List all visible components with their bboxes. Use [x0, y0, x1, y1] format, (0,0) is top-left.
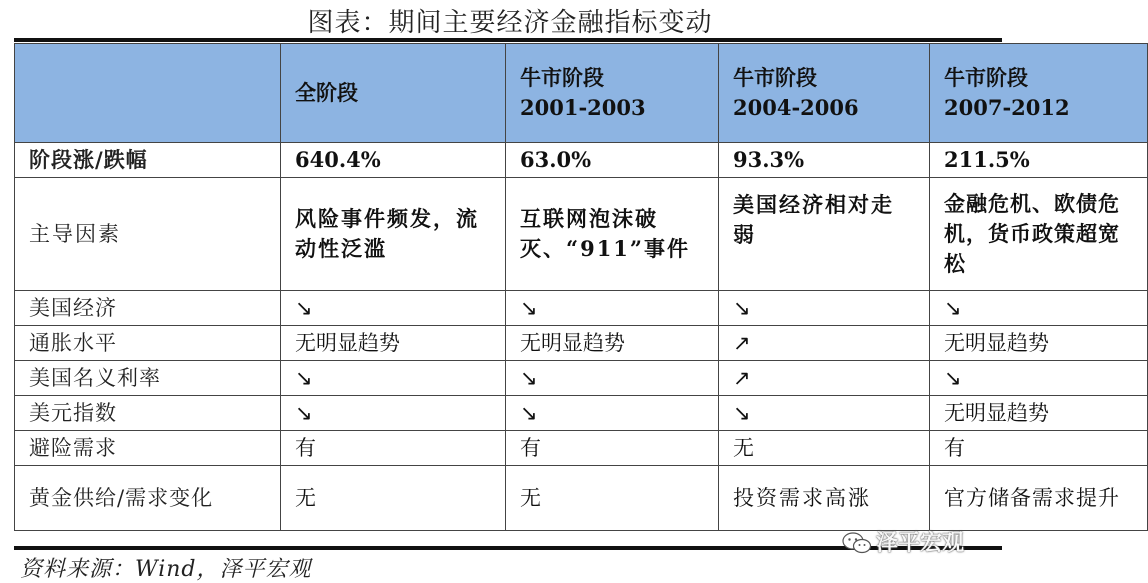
- table-cell: 无: [506, 466, 719, 531]
- table-cell: 640.4%: [281, 143, 506, 178]
- top-rule: [14, 38, 1002, 42]
- table-cell: 211.5%: [930, 143, 1148, 178]
- watermark-text: 泽平宏观: [876, 531, 965, 556]
- table-row: [15, 178, 1148, 291]
- trend-arrow: ↘: [281, 396, 506, 431]
- row-label: 阶段涨/跌幅: [15, 143, 281, 178]
- table-row: [15, 361, 1148, 396]
- row-label: 主导因素: [15, 178, 281, 291]
- indicator-table: [14, 43, 1148, 531]
- table-cell: 有: [506, 431, 719, 466]
- trend-arrow: ↗: [719, 361, 930, 396]
- row-label: 美国经济: [15, 291, 281, 326]
- trend-arrow: ↘: [719, 396, 930, 431]
- table-cell: 无明显趋势: [281, 326, 506, 361]
- trend-arrow: ↘: [719, 291, 930, 326]
- table-cell: 有: [281, 431, 506, 466]
- trend-arrow: ↘: [930, 361, 1148, 396]
- trend-arrow: ↗: [719, 326, 930, 361]
- header-col-2007-years: 2007-2012: [944, 95, 1070, 120]
- table-cell: 金融危机、欧债危机，货币政策超宽松: [930, 178, 1148, 291]
- trend-arrow: ↘: [506, 291, 719, 326]
- table-row: [15, 326, 1148, 361]
- trend-arrow: ↘: [281, 291, 506, 326]
- table-cell: 无明显趋势: [506, 326, 719, 361]
- wechat-watermark: [842, 526, 964, 557]
- header-col-2007-label: 牛市阶段: [944, 65, 1028, 90]
- table-cell: 美国经济相对走弱: [719, 178, 930, 291]
- table-cell: 风险事件频发，流动性泛滥: [281, 178, 506, 291]
- wechat-icon: [842, 532, 872, 554]
- header-col-2004-label: 牛市阶段: [733, 65, 817, 90]
- header-col-2007: [930, 44, 1148, 143]
- trend-arrow: ↘: [506, 396, 719, 431]
- row-label: 黄金供给/需求变化: [15, 466, 281, 531]
- table-cell: 有: [930, 431, 1148, 466]
- table-cell: 93.3%: [719, 143, 930, 178]
- header-col-2001-label: 牛市阶段: [520, 65, 604, 90]
- table-cell: 互联网泡沫破灭、“911”事件: [506, 178, 719, 291]
- header-col-2004-years: 2004-2006: [733, 95, 859, 120]
- table-row: [15, 291, 1148, 326]
- table-cell: 无明显趋势: [930, 326, 1148, 361]
- row-label: 美国名义利率: [15, 361, 281, 396]
- header-col-2001: [506, 44, 719, 143]
- header-row: [15, 44, 1148, 143]
- source-note: 资料来源：Wind，泽平宏观: [20, 557, 312, 582]
- table-cell: 官方储备需求提升: [930, 466, 1148, 531]
- table-row: [15, 143, 1148, 178]
- table-title: 图表：期间主要经济金融指标变动: [307, 8, 713, 38]
- trend-arrow: ↘: [506, 361, 719, 396]
- row-label: 通胀水平: [15, 326, 281, 361]
- table-cell: 无: [719, 431, 930, 466]
- table-cell: 63.0%: [506, 143, 719, 178]
- header-col-2004: [719, 44, 930, 143]
- row-label: 美元指数: [15, 396, 281, 431]
- trend-arrow: ↘: [281, 361, 506, 396]
- table-row: [15, 466, 1148, 531]
- trend-arrow: ↘: [930, 291, 1148, 326]
- table-row: [15, 431, 1148, 466]
- row-label: 避险需求: [15, 431, 281, 466]
- table-cell: 投资需求高涨: [719, 466, 930, 531]
- table-row: [15, 396, 1148, 431]
- table-cell: 无: [281, 466, 506, 531]
- table-cell: 无明显趋势: [930, 396, 1148, 431]
- header-empty-cell: [15, 44, 281, 143]
- header-col-all: 全阶段: [281, 44, 506, 143]
- header-col-2001-years: 2001-2003: [520, 95, 646, 120]
